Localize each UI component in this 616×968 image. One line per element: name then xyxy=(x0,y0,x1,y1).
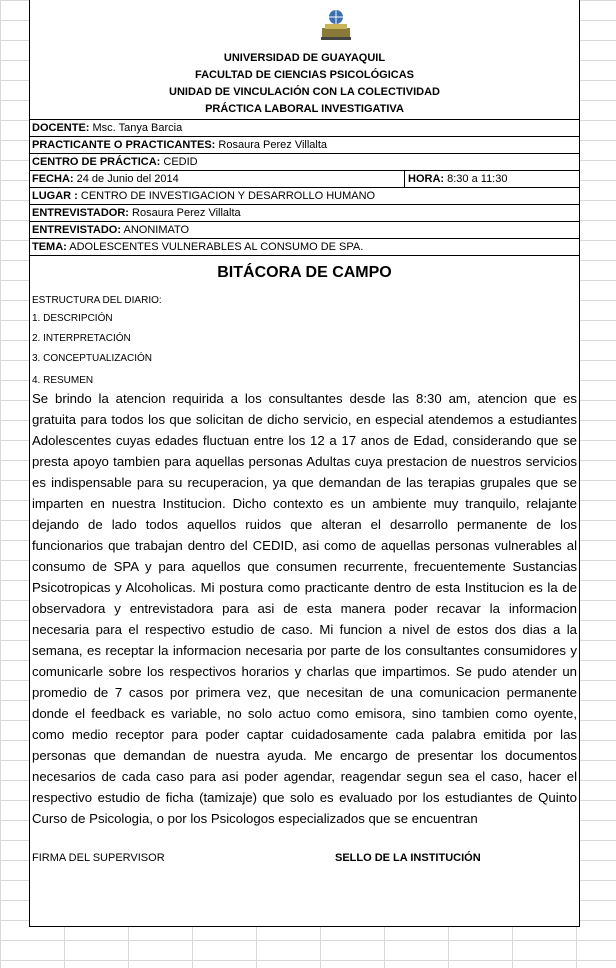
university-name: UNIVERSIDAD DE GUAYAQUIL xyxy=(223,52,386,64)
page-title: BITÁCORA DE CAMPO xyxy=(217,264,392,281)
fecha-value: 24 de Junio del 2014 xyxy=(76,173,179,185)
tema-value: ADOLESCENTES VULNERABLES AL CONSUMO DE SPA. xyxy=(69,241,364,253)
entrevistado-label: ENTREVISTADO: xyxy=(32,224,122,236)
structure-item-3: 3. CONCEPTUALIZACIÓN xyxy=(32,353,153,364)
practicante-value: Rosaura Perez Villalta xyxy=(218,139,328,151)
lugar-label: LUGAR : xyxy=(32,190,78,202)
document-sheet xyxy=(29,0,580,927)
entrevistado-value: ANONIMATO xyxy=(123,224,190,236)
hora-cell xyxy=(404,171,507,187)
practicante-label: PRACTICANTE O PRACTICANTES: xyxy=(32,139,216,151)
university-logo xyxy=(319,8,353,42)
entrevistado-row xyxy=(30,221,579,238)
docente-value: Msc. Tanya Barcia xyxy=(92,122,183,134)
faculty-name: FACULTAD DE CIENCIAS PSICOLÓGICAS xyxy=(195,69,414,81)
structure-heading: ESTRUCTURA DEL DIARIO: xyxy=(32,295,162,306)
centro-value: CEDID xyxy=(163,156,198,168)
docente-row xyxy=(30,119,579,136)
structure-item-2: 2. INTERPRETACIÓN xyxy=(32,333,131,344)
lugar-row xyxy=(30,187,579,204)
lugar-value: CENTRO DE INVESTIGACION Y DESARROLLO HUMANO xyxy=(80,190,376,202)
entrevistador-value: Rosaura Perez Villalta xyxy=(132,207,241,219)
centro-row xyxy=(30,153,579,170)
centro-label: CENTRO DE PRÁCTICA: xyxy=(32,156,161,168)
practice-name: PRÁCTICA LABORAL INVESTIGATIVA xyxy=(205,103,404,115)
hora-label: HORA: xyxy=(408,173,445,185)
fecha-row xyxy=(30,170,579,187)
institution-seal-label: SELLO DE LA INSTITUCIÓN xyxy=(335,852,481,864)
hora-value: 8:30 a 11:30 xyxy=(447,173,508,185)
structure-item-1: 1. DESCRIPCIÓN xyxy=(32,313,113,324)
fecha-label: FECHA: xyxy=(32,173,74,185)
structure-item-4: 4. RESUMEN xyxy=(32,375,94,386)
supervisor-signature-label: FIRMA DEL SUPERVISOR xyxy=(32,852,165,864)
entrevistador-row xyxy=(30,204,579,221)
practicante-row xyxy=(30,136,579,153)
unit-name: UNIDAD DE VINCULACIÓN CON LA COLECTIVIDAD xyxy=(169,86,440,98)
tema-label: TEMA: xyxy=(32,241,67,253)
summary-text: Se brindo la atencion requirida a los consultantes desde las 8:30 am, atencion que es gratuita para todos los que solicitan de dicho servicio, en especial atendemos a estudiantes Adolescentes cuyas edades fluctuan entre los 12 a 17 anos de Edad, considerando que se presta apoyo tambien para aquellas personas Adultas cuya prestacion de nuestros servicios es indispensable para su recuperacion, ya que demandan de las terapias grupales que se imparten en nuestra Institucion. Dicho contexto es un ambiente muy tranquilo, relajante dejando de lado todos aquellos ruidos que alteran el desarrollo permanente de los funcionarios que trabajan dentro del CEDID, asi como de aquellas personas vulnerables al consumo de SPA y para aquellos que consumen recurrente, frecuentemente Sustancias Psicotropicas y Alcoholicas. Mi postura como practicante dentro de esta Institucion es la de observadora y entrevistadora para asi de esta manera poder recavar la informacion necesaria para el respectivo estudio de caso. Mi funcion a nivel de estos dos dias a la semana, es receptar la informacion necesaria por parte de los consultantes consumidores y comunicarle sobre los respectivos horarios y charlas que impartimos. Se pudo atender un promedio de 7 casos por primera vez, que necesitan de una comunicacion permanente donde el feedback es variable, no solo actuo como emisora, sino tambien como oyente, como medio receptor para poder captar cuidadosamente cada palabra emitida por las personas que demandan de nuestra ayuda. Me encargo de presentar los documentos necesarios de cada caso para asi poder agendar, reagendar segun sea el caso, hacer el respectivo estudio de ficha (tamizaje) que solo es evaluado por los estudiantes de Quinto Curso de Psicologia, o por los Psicologos especializados que se encuentran xyxy=(32,391,577,826)
document-header xyxy=(30,50,579,118)
tema-row xyxy=(30,238,579,256)
docente-label: DOCENTE: xyxy=(32,122,90,134)
entrevistador-label: ENTREVISTADOR: xyxy=(32,207,129,219)
